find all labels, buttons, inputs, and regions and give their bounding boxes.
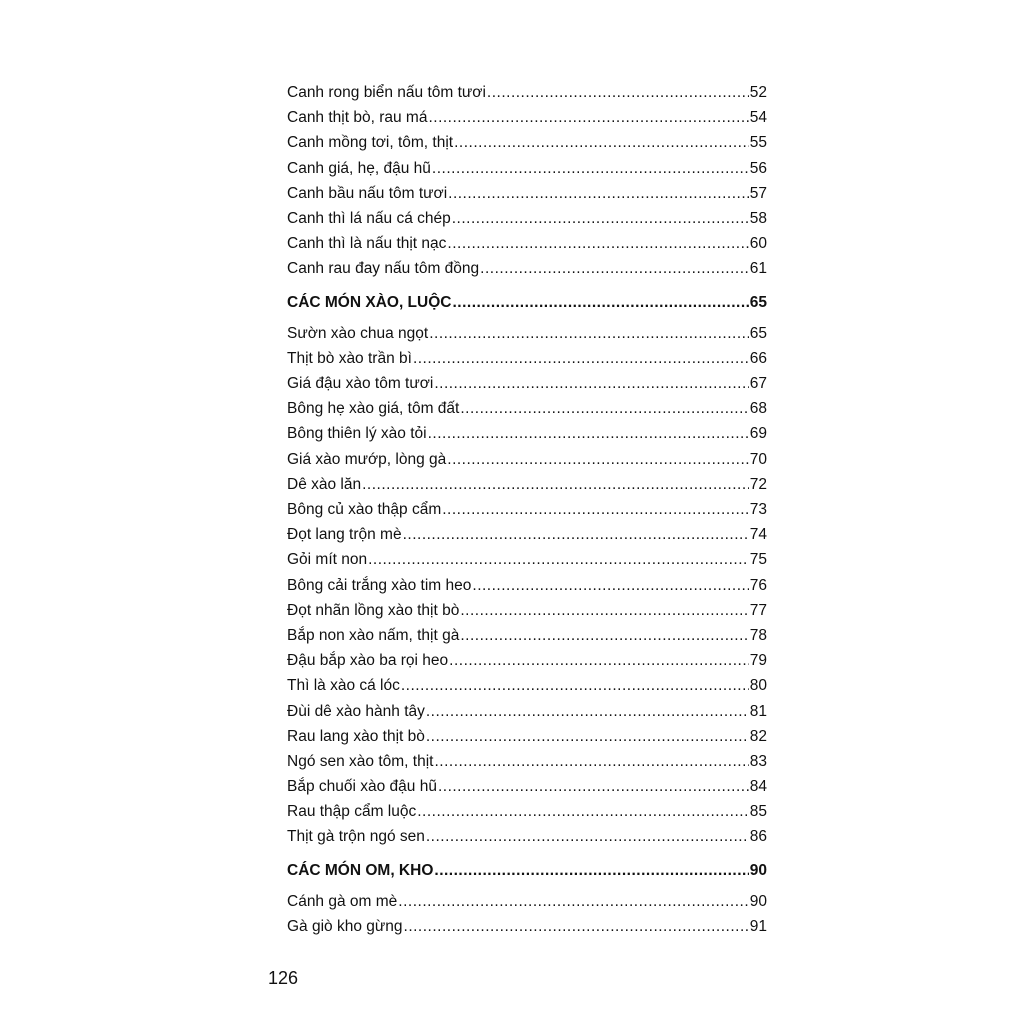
toc-entry-page: 60: [749, 235, 767, 253]
dot-leader: [432, 156, 749, 181]
toc-entry: [287, 573, 767, 598]
toc-entry: [287, 914, 767, 939]
toc-entry-title: Thì là xào cá lóc: [287, 677, 400, 695]
toc-entry-page: 84: [749, 778, 767, 796]
toc-entry: [287, 421, 767, 446]
toc-entry: [287, 724, 767, 749]
toc-entry-page: 80: [749, 677, 767, 695]
toc-entry-page: 82: [749, 727, 767, 745]
toc-entry-page: 68: [749, 400, 767, 418]
dot-leader: [480, 256, 749, 281]
toc-entry: [287, 130, 767, 155]
toc-entry-page: 66: [749, 349, 767, 367]
toc-entry: [287, 623, 767, 648]
toc-entry-page: 86: [749, 828, 767, 846]
toc-entry: [287, 231, 767, 256]
toc-entry-page: 52: [749, 84, 767, 101]
dot-leader: [472, 573, 748, 598]
dot-leader: [401, 673, 749, 698]
toc-entry-page: 55: [749, 134, 767, 152]
toc-entry-title: Canh giá, hẹ, đậu hũ: [287, 159, 431, 177]
toc-entry-page: 77: [749, 601, 767, 619]
toc-entry: [287, 472, 767, 497]
toc-entry-page: 83: [749, 752, 767, 770]
dot-leader: [426, 724, 749, 749]
toc-entry: [287, 699, 767, 724]
toc-entry-title: CÁC MÓN OM, KHO: [287, 861, 434, 879]
toc-entry-page: 78: [749, 626, 767, 644]
dot-leader: [454, 130, 749, 155]
toc-entry: [287, 824, 767, 849]
toc-entry-title: Cánh gà om mè: [287, 892, 398, 910]
dot-leader: [428, 421, 749, 446]
dot-leader: [460, 598, 748, 623]
toc-entry-title: Thịt gà trộn ngó sen: [287, 828, 425, 846]
dot-leader: [449, 648, 749, 673]
dot-leader: [398, 889, 748, 914]
toc-entry-page: 65: [749, 293, 767, 311]
toc-entry: [287, 371, 767, 396]
toc-entry-title: Đọt lang trộn mè: [287, 526, 402, 544]
toc-entry-page: 67: [749, 375, 767, 393]
toc-entry-title: Giá xào mướp, lòng gà: [287, 450, 447, 468]
toc-entry-title: Đọt nhãn lồng xào thịt bò: [287, 601, 460, 619]
toc-entry-page: 81: [749, 702, 767, 720]
toc-entry-title: Dê xào lăn: [287, 475, 362, 493]
toc-entry-title: Gỏi mít non: [287, 551, 368, 569]
toc-entry-page: 72: [749, 475, 767, 493]
toc-entry-page: 90: [749, 861, 767, 879]
toc-entry: [287, 673, 767, 698]
dot-leader: [404, 914, 749, 939]
toc-entry-page: 79: [749, 652, 767, 670]
toc-entry-page: 69: [749, 425, 767, 443]
dot-leader: [426, 824, 749, 849]
page-number: 126: [268, 968, 299, 988]
toc-entry-title: Đùi dê xào hành tây: [287, 702, 425, 720]
dot-leader: [447, 447, 748, 472]
toc-entry: [287, 80, 767, 105]
toc-entry: [287, 321, 767, 346]
toc-entry: [287, 447, 767, 472]
toc-entry-title: Đậu bắp xào ba rọi heo: [287, 652, 449, 670]
dot-leader: [447, 231, 748, 256]
dot-leader: [362, 472, 749, 497]
dot-leader: [487, 80, 749, 105]
toc-entry-page: 57: [749, 184, 767, 202]
toc-entry-title: Bông thiên lý xào tỏi: [287, 425, 427, 443]
toc-entry-page: 75: [749, 551, 767, 569]
toc-entry-page: 90: [749, 892, 767, 910]
toc-entry: [287, 206, 767, 231]
dot-leader: [448, 181, 749, 206]
dot-leader: [434, 749, 748, 774]
toc-entry-page: 85: [749, 803, 767, 821]
toc-entry-page: 91: [749, 918, 767, 935]
toc-entry-title: Thịt bò xào trần bì: [287, 349, 412, 367]
dot-leader: [460, 396, 748, 421]
toc-entry-title: Bông hẹ xào giá, tôm đất: [287, 400, 460, 418]
toc-entry: [287, 256, 767, 281]
toc-entry: [287, 396, 767, 421]
toc-entry-title: Rau lang xào thịt bò: [287, 727, 425, 745]
toc-entry-page: 70: [749, 450, 767, 468]
toc-entry-page: 58: [749, 209, 767, 227]
toc-entry: [287, 799, 767, 824]
toc-entry-title: Canh rong biển nấu tôm tươi: [287, 84, 486, 101]
toc-entry-page: 76: [749, 576, 767, 594]
dot-leader: [452, 290, 748, 315]
dot-leader: [428, 105, 748, 130]
toc-entry-title: Canh rau đay nấu tôm đồng: [287, 260, 480, 278]
toc-entry-page: 54: [749, 109, 767, 127]
toc-entry-page: 56: [749, 159, 767, 177]
dot-leader: [442, 497, 749, 522]
dot-leader: [413, 346, 749, 371]
toc-entry-page: 73: [749, 501, 767, 518]
table-of-contents: [287, 80, 767, 939]
dot-leader: [403, 522, 749, 547]
toc-entry-title: Bông củ xào thập cẩm: [287, 501, 442, 518]
toc-entry-title: Bắp chuối xào đậu hũ: [287, 778, 437, 796]
dot-leader: [452, 206, 749, 231]
toc-entry-title: Gà giò kho gừng: [287, 918, 403, 935]
dot-leader: [417, 799, 749, 824]
toc-entry-title: Sườn xào chua ngọt: [287, 324, 429, 342]
toc-entry-page: 65: [749, 324, 767, 342]
toc-entry: [287, 774, 767, 799]
dot-leader: [460, 623, 748, 648]
toc-entry: [287, 598, 767, 623]
toc-entry-page: 74: [749, 526, 767, 544]
toc-entry: [287, 497, 767, 522]
toc-entry: [287, 889, 767, 914]
toc-entry: [287, 156, 767, 181]
dot-leader: [434, 858, 748, 883]
toc-entry-title: Canh thịt bò, rau má: [287, 109, 428, 127]
toc-entry-title: Canh thì lá nấu cá chép: [287, 209, 451, 227]
toc-entry: [287, 346, 767, 371]
dot-leader: [434, 371, 748, 396]
toc-entry-title: Canh thì là nấu thịt nạc: [287, 235, 447, 253]
toc-entry-title: Canh mồng tơi, tôm, thịt: [287, 134, 454, 152]
toc-entry: [287, 522, 767, 547]
toc-entry-title: Rau thập cẩm luộc: [287, 803, 417, 821]
toc-entry: [287, 547, 767, 572]
toc-entry-title: Bắp non xào nấm, thịt gà: [287, 626, 460, 644]
toc-entry: [287, 749, 767, 774]
toc-entry: [287, 648, 767, 673]
toc-entry: [287, 181, 767, 206]
toc-entry-title: CÁC MÓN XÀO, LUỘC: [287, 293, 452, 311]
toc-entry-title: Ngó sen xào tôm, thịt: [287, 752, 434, 770]
dot-leader: [438, 774, 749, 799]
toc-entry-title: Bông cải trắng xào tim heo: [287, 576, 472, 594]
dot-leader: [429, 321, 749, 346]
toc-entry-title: Giá đậu xào tôm tươi: [287, 375, 434, 393]
toc-section-heading: [287, 858, 767, 883]
dot-leader: [368, 547, 749, 572]
toc-section-heading: [287, 290, 767, 315]
toc-entry-title: Canh bầu nấu tôm tươi: [287, 184, 448, 202]
dot-leader: [426, 699, 749, 724]
toc-entry-page: 61: [749, 260, 767, 278]
toc-entry: [287, 105, 767, 130]
